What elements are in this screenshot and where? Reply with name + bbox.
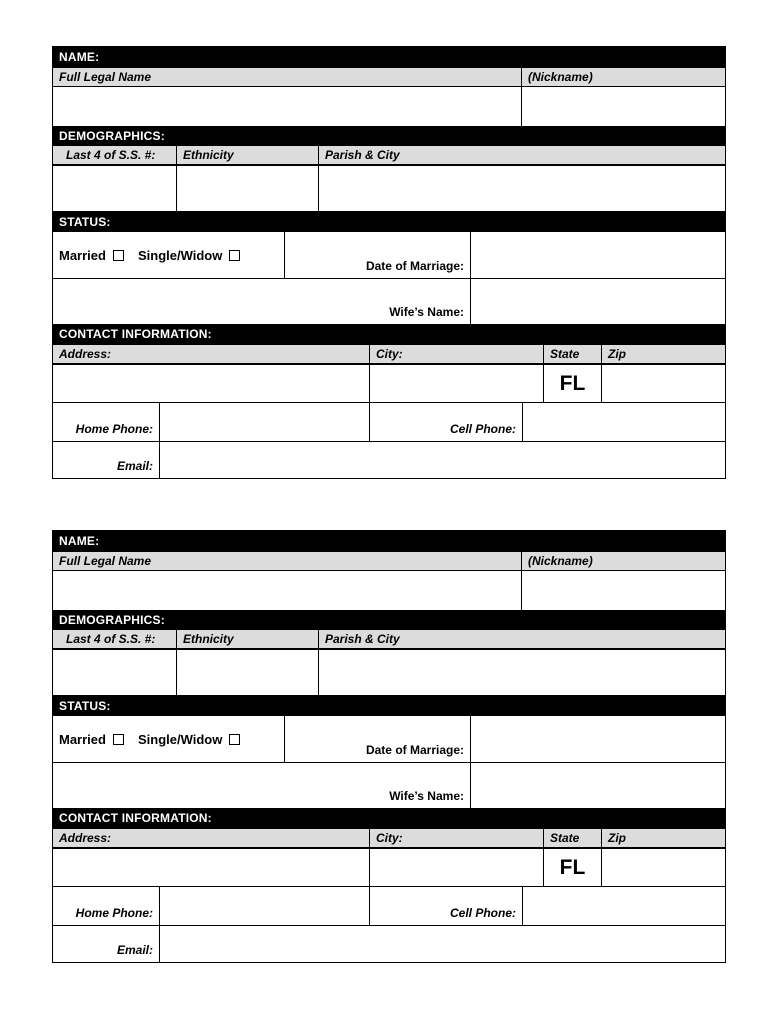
full-legal-name-label: Full Legal Name [53,67,725,87]
state-value: FL [543,364,601,402]
email-label: Email: [53,925,159,962]
wifes-name-label: Wife’s Name: [53,278,470,324]
status-section-header: STATUS: [53,211,725,232]
cell-phone-field[interactable] [522,886,725,925]
full-legal-name-field[interactable] [53,86,521,126]
home-phone-field[interactable] [159,402,369,441]
ssn-label: Last 4 of S.S. #: [53,145,176,165]
state-label: State [543,344,601,364]
registration-form-1 [52,46,726,479]
city-label: City: [369,828,543,848]
date-of-marriage-label: Date of Marriage: [284,716,470,762]
address-label: Address: [53,828,369,848]
name-section-header: NAME: [53,531,725,551]
full-legal-name-field[interactable] [53,570,521,610]
date-of-marriage-field[interactable] [470,716,725,762]
wifes-name-label: Wife’s Name: [53,762,470,808]
marital-status-options [53,232,284,278]
status-section-header: STATUS: [53,695,725,716]
ssn-field[interactable] [53,649,176,695]
parish-city-field[interactable] [318,165,725,211]
single-widow-label: Single/Widow [137,731,223,747]
ethnicity-field[interactable] [176,165,318,211]
married-checkbox[interactable] [113,250,124,261]
ethnicity-field[interactable] [176,649,318,695]
address-field[interactable] [53,364,369,402]
zip-label: Zip [601,828,725,848]
date-of-marriage-label: Date of Marriage: [284,232,470,278]
wifes-name-field[interactable] [470,762,725,808]
zip-label: Zip [601,344,725,364]
email-label: Email: [53,441,159,478]
home-phone-field[interactable] [159,886,369,925]
nickname-field[interactable] [521,570,725,610]
parish-city-label: Parish & City [318,145,725,165]
city-field[interactable] [369,364,543,402]
nickname-field[interactable] [521,86,725,126]
cell-phone-label: Cell Phone: [369,886,522,925]
address-field[interactable] [53,848,369,886]
city-field[interactable] [369,848,543,886]
married-label: Married [59,731,106,747]
cell-phone-label: Cell Phone: [369,402,522,441]
date-of-marriage-field[interactable] [470,232,725,278]
parish-city-field[interactable] [318,649,725,695]
married-checkbox[interactable] [113,734,124,745]
email-field[interactable] [159,925,725,962]
nickname-label: (Nickname) [521,67,725,87]
contact-section-header: CONTACT INFORMATION: [53,808,725,828]
parish-city-label: Parish & City [318,629,725,649]
name-section-header: NAME: [53,47,725,67]
single-widow-checkbox[interactable] [229,250,240,261]
marital-status-options [53,716,284,762]
single-widow-checkbox[interactable] [229,734,240,745]
cell-phone-field[interactable] [522,402,725,441]
demographics-section-header: DEMOGRAPHICS: [53,126,725,146]
city-label: City: [369,344,543,364]
ssn-label: Last 4 of S.S. #: [53,629,176,649]
demographics-section-header: DEMOGRAPHICS: [53,610,725,630]
ethnicity-label: Ethnicity [176,629,318,649]
married-label: Married [59,247,106,263]
email-field[interactable] [159,441,725,478]
address-label: Address: [53,344,369,364]
state-value: FL [543,848,601,886]
contact-section-header: CONTACT INFORMATION: [53,324,725,344]
state-label: State [543,828,601,848]
nickname-label: (Nickname) [521,551,725,571]
full-legal-name-label: Full Legal Name [53,551,725,571]
home-phone-label: Home Phone: [53,402,159,441]
zip-field[interactable] [601,364,725,402]
home-phone-label: Home Phone: [53,886,159,925]
ssn-field[interactable] [53,165,176,211]
single-widow-label: Single/Widow [137,247,223,263]
registration-form-2 [52,530,726,963]
zip-field[interactable] [601,848,725,886]
wifes-name-field[interactable] [470,278,725,324]
ethnicity-label: Ethnicity [176,145,318,165]
